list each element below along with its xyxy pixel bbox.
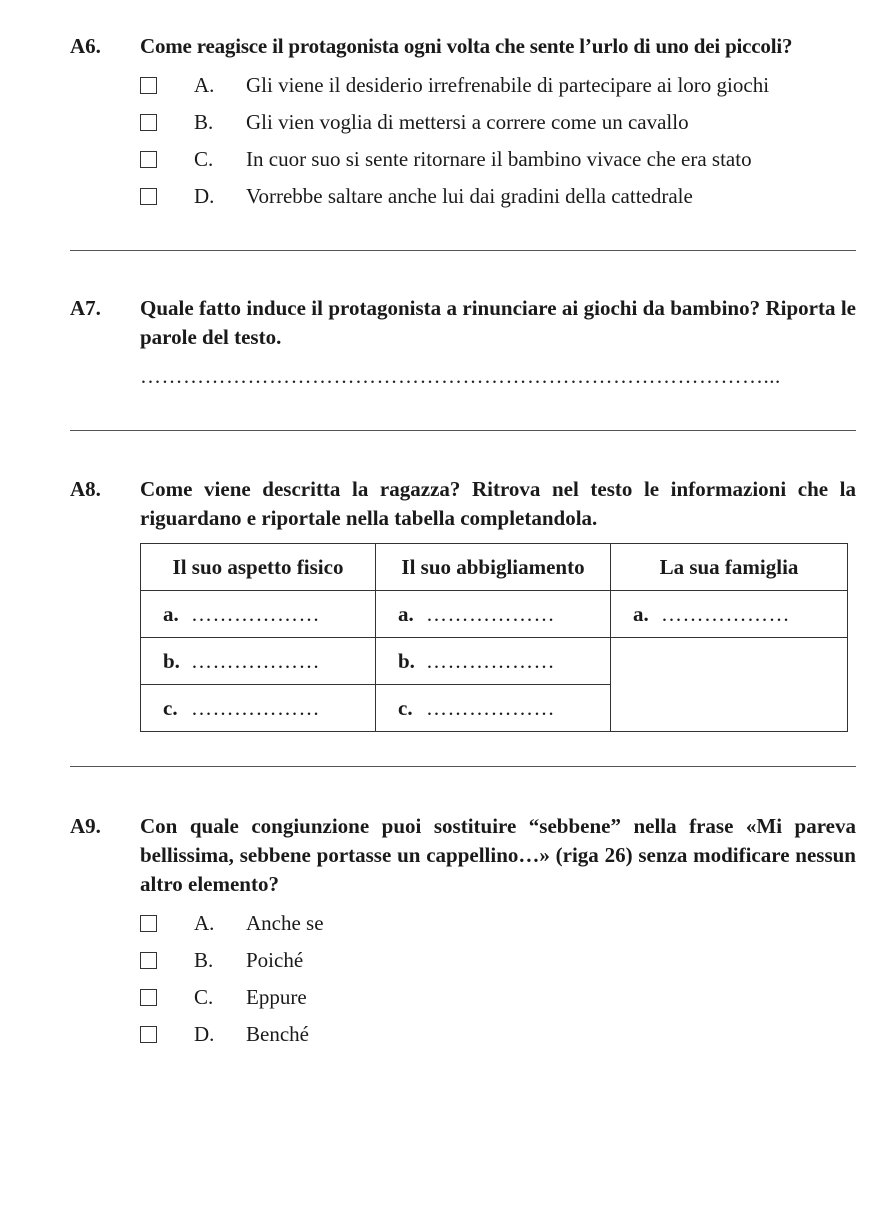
divider — [70, 250, 856, 251]
question-number: A6. — [70, 34, 101, 58]
option-letter: A. — [194, 73, 215, 97]
divider — [70, 766, 856, 767]
cell-label: b. — [398, 648, 415, 673]
option-text: In cuor suo si sente ritornare il bambino vivace che era stato — [246, 147, 752, 171]
option-letter: A. — [194, 911, 215, 935]
table-cell[interactable] — [141, 638, 376, 685]
option-text: Gli viene il desiderio irrefrenabile di partecipare ai loro giochi — [246, 73, 770, 97]
option-a[interactable] — [140, 905, 856, 942]
option-letter: D. — [194, 1022, 215, 1046]
table-cell[interactable] — [611, 591, 848, 638]
question-text: Quale fatto induce il protagonista a rinunciare ai giochi da bambino? Riporta le parole del testo. — [140, 296, 856, 349]
col-header: La sua famiglia — [611, 544, 848, 591]
checkbox[interactable] — [140, 989, 157, 1006]
blank-line[interactable]: ……………… — [191, 601, 320, 626]
checkbox[interactable] — [140, 114, 157, 131]
checkbox[interactable] — [140, 1026, 157, 1043]
table-cell-empty — [611, 638, 848, 732]
option-c[interactable] — [140, 141, 856, 178]
table-cell[interactable] — [376, 591, 611, 638]
blank-line[interactable]: ……………… — [426, 695, 555, 720]
option-b[interactable] — [140, 104, 856, 141]
option-letter: D. — [194, 184, 215, 208]
blank-line[interactable]: ……………… — [191, 695, 320, 720]
blank-line[interactable]: ……………… — [426, 648, 555, 673]
blank-line[interactable]: ……………… — [426, 601, 555, 626]
answer-line[interactable]: ……………………………………………………………………………... — [140, 364, 781, 388]
cell-label: c. — [398, 695, 413, 720]
table-cell[interactable] — [376, 638, 611, 685]
question-text: Con quale congiunzione puoi sostituire “sebbene” nella frase «Mi pareva bellissima, sebbene portasse un cappellino…» (riga 26) senza modificare nessun altro elemento? — [140, 814, 856, 896]
option-text: Eppure — [246, 985, 307, 1009]
option-a[interactable] — [140, 67, 856, 104]
option-letter: B. — [194, 948, 214, 972]
blank-line[interactable]: ……………… — [661, 601, 790, 626]
col-header: Il suo abbigliamento — [376, 544, 611, 591]
col-header: Il suo aspetto fisico — [141, 544, 376, 591]
checkbox[interactable] — [140, 915, 157, 932]
question-number: A7. — [70, 296, 101, 320]
cell-label: b. — [163, 648, 180, 673]
option-letter: B. — [194, 110, 214, 134]
answer-table — [140, 543, 848, 732]
question-a8 — [70, 475, 856, 533]
cell-label: a. — [633, 601, 649, 626]
question-number: A8. — [70, 477, 101, 501]
question-a9 — [70, 812, 856, 1053]
checkbox[interactable] — [140, 151, 157, 168]
question-a6 — [70, 32, 856, 215]
cell-label: c. — [163, 695, 178, 720]
table-cell[interactable] — [141, 685, 376, 732]
question-text: Come reagisce il protagonista ogni volta che sente l’urlo di uno dei piccoli? — [140, 34, 793, 58]
option-d[interactable] — [140, 1016, 856, 1053]
option-d[interactable] — [140, 178, 856, 215]
question-a7 — [70, 294, 856, 352]
option-text: Gli vien voglia di mettersi a correre come un cavallo — [246, 110, 689, 134]
cell-label: a. — [163, 601, 179, 626]
checkbox[interactable] — [140, 188, 157, 205]
option-text: Poiché — [246, 948, 304, 972]
checkbox[interactable] — [140, 952, 157, 969]
question-text: Come viene descritta la ragazza? Ritrova nel testo le informazioni che la riguardano e riportale nella tabella completandola. — [140, 477, 856, 530]
option-text: Vorrebbe saltare anche lui dai gradini della cattedrale — [246, 184, 693, 208]
option-c[interactable] — [140, 979, 856, 1016]
table-cell[interactable] — [141, 591, 376, 638]
checkbox[interactable] — [140, 77, 157, 94]
cell-label: a. — [398, 601, 414, 626]
table-cell[interactable] — [376, 685, 611, 732]
option-letter: C. — [194, 985, 214, 1009]
divider — [70, 430, 856, 431]
option-letter: C. — [194, 147, 214, 171]
option-text: Anche se — [246, 911, 324, 935]
question-number: A9. — [70, 814, 101, 838]
option-b[interactable] — [140, 942, 856, 979]
option-text: Benché — [246, 1022, 309, 1046]
blank-line[interactable]: ……………… — [191, 648, 320, 673]
